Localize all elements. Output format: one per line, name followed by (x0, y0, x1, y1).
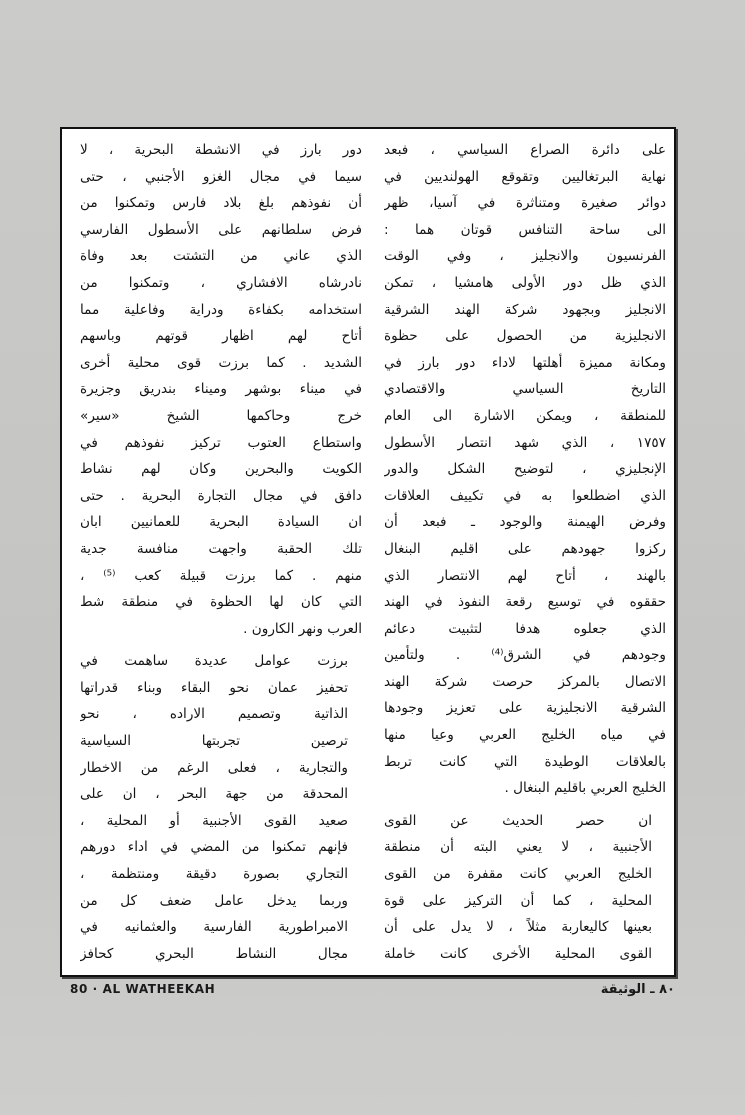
text-line: الشديد . كما برزت قوى محلية أخرى (80, 354, 362, 371)
text-line: وفرض الهيمنة والوجود ـ فبعد أن (384, 514, 666, 531)
text-line: تلك الحقبة واجهت منافسة جدية (80, 540, 362, 557)
left-column-paragraph-2 (80, 648, 362, 967)
text-line: والتجارية ، فعلى الرغم من الاخطار (80, 759, 348, 776)
text-line: تحفيز عمان نحو البقاء وبناء قدراتها (80, 679, 348, 696)
text-line: الخليج العربي كانت مقفرة من القوى (384, 866, 652, 883)
text-line: الأجنبية ، لا يعني البته أن منطقة (384, 839, 652, 856)
text-line: الكويت والبحرين وكان لهم نشاط (80, 461, 362, 478)
text-line: بعينها كاليعاربة مثلاً ، لا يدل على أن (384, 919, 652, 936)
text-line: العرب ونهر الكارون . (243, 620, 362, 637)
text-line: المحدقة من جهة البحر ، ان على (80, 786, 348, 803)
text-line: بالهند ، أتاح لهم الانتصار الذي (384, 567, 666, 584)
right-column-paragraph-2 (384, 808, 666, 967)
text-line: حققوه في توسيع رقعة النفوذ في الهند (384, 594, 666, 611)
text-line: التاريخ السياسي والاقتصادي (384, 381, 666, 398)
text-line: منهم . كما برزت قبيلة كعب ⁽⁵⁾ ، (80, 567, 362, 584)
text-line: نادرشاه الافشاري ، وتمكنوا من (80, 274, 362, 291)
text-line: أتاح لهم اظهار قوتهم وباسهم (80, 328, 362, 345)
text-line: ومكانة مميزة أهلتها لاداء دور بارز في (384, 354, 666, 371)
text-line: الذي اضطلعوا به في تكييف العلاقات (384, 487, 666, 504)
text-line: صعيد القوى الأجنبية أو المحلية ، (80, 812, 348, 829)
text-line: برزت عوامل عديدة ساهمت في (80, 653, 348, 670)
text-line: الذي ظل دور الأولى هامشيا ، تمكن (384, 274, 666, 291)
text-line: القوى المحلية الأخرى كانت خاملة (384, 945, 652, 962)
text-line: ان السيادة البحرية للعمانيين ابان (80, 514, 362, 531)
text-line: واستطاع العتوب تركيز نفوذهم في (80, 434, 362, 451)
article-frame (60, 127, 676, 977)
text-line: في مياه الخليج العربي وعيا منها (384, 727, 666, 744)
text-line: ان حصر الحديث عن القوى (384, 812, 652, 829)
text-line: فرض سلطانهم على الأسطول الفارسي (80, 221, 362, 238)
footer-page-label-latin: 80 · AL WATHEEKAH (70, 982, 216, 996)
text-line: الانجليزية من الحصول على حظوة (384, 328, 666, 345)
text-line: على دائرة الصراع السياسي ، فبعد (384, 142, 666, 158)
text-line: الفرنسيون والانجليز ، وفي الوقت (384, 248, 666, 265)
text-line: ترصين تجربتها السياسية (80, 733, 348, 750)
text-line: ١٧٥٧ ، الذي شهد انتصار الأسطول (384, 434, 666, 451)
text-line: في ميناء بوشهر وميناء بندريق وجزيرة (80, 381, 362, 398)
text-line: نهاية البرتغاليين وتقوقع الهولنديين في (384, 168, 666, 185)
text-line: التجاري بصورة دقيقة ومنتظمة ، (80, 866, 348, 883)
text-line: الذي عاني من التشتت بعد وفاة (80, 248, 362, 265)
text-line: الامبراطورية الفارسية والعثمانيه في (80, 919, 348, 936)
text-line: أن نفوذهم بلغ بلاد فارس وتمكنوا من (80, 195, 362, 212)
text-line: الخليج العربي باقليم البنغال . (504, 780, 666, 797)
text-line: استخدامه بكفاءة ودراية وفاعلية مما (80, 301, 362, 318)
text-line: الذاتية وتصميم الاراده ، نحو (80, 706, 348, 723)
text-line: وربما يدخل عامل ضعف كل من (80, 892, 348, 909)
text-line: التي كان لها الحظوة في منطقة شط (80, 594, 362, 611)
right-column-paragraph-1 (384, 137, 666, 802)
left-text-column (80, 137, 362, 967)
text-line: خرج وحاكمها الشيخ «سير» (80, 407, 362, 424)
text-line: الإنجليزي ، لتوضيح الشكل والدور (384, 461, 666, 478)
text-line: مجال النشاط البحري كحافز (80, 945, 348, 962)
text-line: للمنطقة ، ويمكن الاشارة الى العام (384, 407, 666, 424)
text-line: دور بارز في الانشطة البحرية ، لا (80, 142, 362, 158)
text-line: دوائر صغيرة ومتناثرة في آسيا، ظهر (384, 195, 666, 212)
text-line: ركزوا جهودهم على اقليم البنغال (384, 540, 666, 557)
text-line: الشرقية الانجليزية على تعزيز وجودها (384, 700, 666, 717)
text-line: الذي جعلوه هدفا لتثبيت دعائم (384, 620, 666, 637)
text-line: فإنهم تمكنوا من المضي في اداء دورهم (80, 839, 348, 856)
text-line: سيما في مجال الغزو الأجنبي ، حتى (80, 168, 362, 185)
footer-page-label-arabic: ٨٠ ـ الوثيقة (600, 982, 675, 997)
text-line: دافق في مجال التجارة البحرية . حتى (80, 487, 362, 504)
right-text-column (384, 137, 666, 967)
text-line: الى ساحة التنافس قوتان هما : (384, 221, 666, 238)
text-line: الانجليز وبجهود شركة الهند الشرقية (384, 301, 666, 318)
text-line: المحلية ، كما أن التركيز على قوة (384, 892, 652, 909)
text-line: بالعلاقات الوطيدة التي كانت تربط (384, 753, 666, 770)
text-line: الاتصال بالمركز حرصت شركة الهند (384, 673, 666, 690)
left-column-paragraph-1 (80, 137, 362, 642)
text-line: وجودهم في الشرق⁽⁴⁾ . ولتأمين (384, 647, 666, 664)
